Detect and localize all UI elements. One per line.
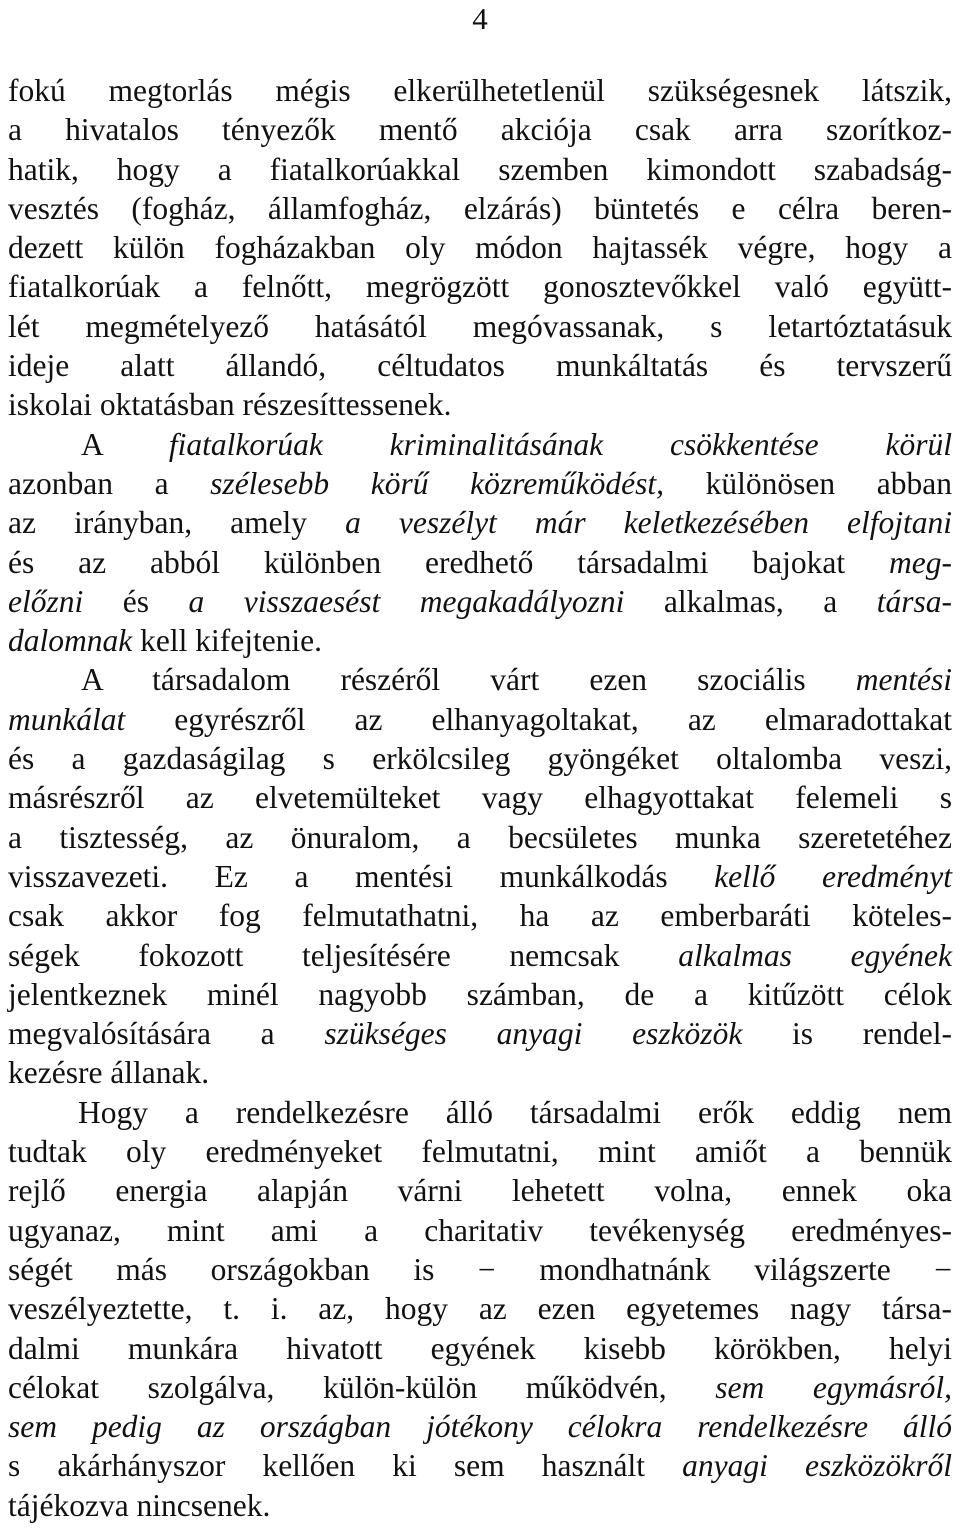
text-line: csak akkor fog felmutathatni, ha az emberbaráti köteles- — [8, 898, 952, 934]
text-line: előzni és a visszaesést megakadályozni alkalmas, a társa- — [8, 583, 952, 619]
text-line: fiatalkorúak a felnőtt, megrögzött gonosztevőkkel való együtt- — [8, 269, 952, 305]
text-line: tájékozva nincsenek. — [8, 1487, 271, 1523]
text-line: veszélyeztette, t. i. az, hogy az ezen egyetemes nagy társa- — [8, 1291, 952, 1327]
paragraph-start-line: A társadalom részéről várt ezen szociális mentési — [81, 662, 952, 698]
text-line: ideje alatt állandó, céltudatos munkáltatás és tervszerű — [8, 348, 952, 384]
text-line: s akárhányszor kellően ki sem használt anyagi eszközökről — [8, 1448, 952, 1484]
body-text — [8, 71, 952, 1525]
text-line: és az abból különben eredhető társadalmi bajokat meg- — [8, 544, 952, 580]
text-line: kezésre állanak. — [8, 1055, 210, 1091]
text-line: a hivatalos tényezők mentő akciója csak arra szorítkoz- — [8, 112, 952, 148]
text-line: iskolai oktatásban részesíttessenek. — [8, 387, 452, 423]
text-line: hatik, hogy a fiatalkorúakkal szemben kimondott szabadság- — [8, 151, 952, 187]
text-line: rejlő energia alapján várni lehetett volna, ennek oka — [8, 1173, 952, 1209]
text-line: fokú megtorlás mégis elkerülhetetlenül szükségesnek látszik, — [8, 73, 952, 108]
text-line: a tisztesség, az önuralom, a becsületes munka szeretetéhez — [8, 819, 952, 855]
paragraph-start-line: Hogy a rendelkezésre álló társadalmi erők eddig nem — [78, 1094, 952, 1130]
text-line: sem pedig az országban jótékony célokra rendelkezésre álló — [8, 1409, 952, 1445]
text-line: visszavezeti. Ez a mentési munkálkodás kellő eredményt — [8, 858, 952, 894]
text-line: vesztés (fogház, államfogház, elzárás) büntetés e célra beren- — [8, 190, 952, 226]
text-line: azonban a szélesebb körű közreműködést, különösen abban — [8, 465, 952, 501]
text-line: lét megmételyező hatásától megóvassanak, s letartóztatásuk — [8, 308, 952, 344]
text-line: dalomnak kell kifejtenie. — [8, 623, 323, 659]
text-line: ségek fokozott teljesítésére nemcsak alkalmas egyének — [8, 937, 952, 973]
text-line: és a gazdaságilag s erkölcsileg gyöngéket oltalomba veszi, — [8, 741, 952, 777]
paragraph-start-line: A fiatalkorúak kriminalitásának csökkentése körül — [81, 426, 952, 462]
page-number: 4 — [472, 1, 488, 36]
text-line: ségét más országokban is − mondhatnánk világszerte − — [8, 1251, 952, 1287]
text-line: ugyanaz, mint ami a charitativ tevékenység eredményes- — [8, 1212, 952, 1248]
text-line: dalmi munkára hivatott egyének kisebb körökben, helyi — [8, 1330, 952, 1366]
text-line: célokat szolgálva, külön-külön működvén, sem egymásról, — [8, 1369, 952, 1405]
text-line: tudtak oly eredményeket felmutatni, mint amiőt a bennük — [8, 1134, 952, 1170]
text-line: másrészről az elvetemülteket vagy elhagyottakat felemeli s — [8, 780, 952, 816]
text-line: munkálat egyrészről az elhanyagoltakat, az elmaradottakat — [8, 701, 952, 737]
text-line: dezett külön fogházakban oly módon hajtassék végre, hogy a — [8, 230, 952, 266]
text-line: az irányban, amely a veszélyt már keletkezésében elfojtani — [8, 505, 953, 541]
text-line: megvalósítására a szükséges anyagi eszközök is rendel- — [8, 1016, 952, 1052]
text-line: jelentkeznek minél nagyobb számban, de a kitűzött célok — [8, 976, 952, 1012]
